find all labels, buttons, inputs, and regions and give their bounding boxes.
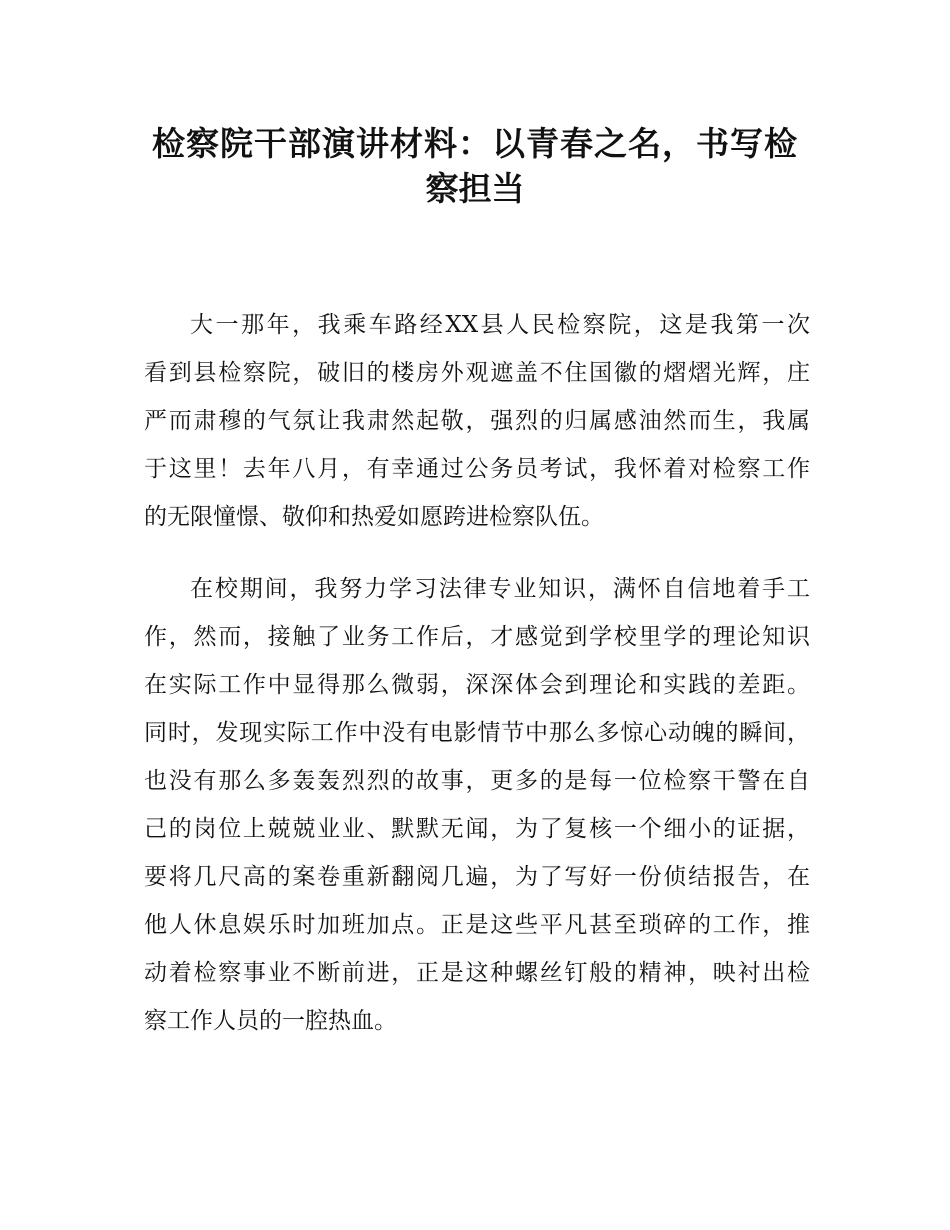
paragraph-2-line: 察工作人员的一腔热血。 <box>144 1008 397 1034</box>
paragraph-2-line: 他人休息娱乐时加班加点。正是这些平凡甚至琐碎的工作，推 <box>144 912 810 938</box>
paragraph-1-line: 看到县检察院，破旧的楼房外观遮盖不住国徽的熠熠光辉，庄 <box>144 360 810 386</box>
paragraph-1-line: 于这里！去年八月，有幸通过公务员考试，我怀着对检察工作 <box>144 456 810 482</box>
paragraph-1-line: 大一那年，我乘车路经XX县人民检察院，这是我第一次 <box>190 312 810 338</box>
document-title-line-2: 察担当 <box>425 169 525 208</box>
paragraph-2-line: 要将几尺高的案卷重新翻阅几遍，为了写好一份侦结报告，在 <box>144 864 810 890</box>
document-title-line-1: 检察院干部演讲材料：以青春之名，书写检 <box>152 124 798 163</box>
paragraph-1-line: 严而肃穆的气氛让我肃然起敬，强烈的归属感油然而生，我属 <box>144 408 810 434</box>
paragraph-2-line: 己的岗位上兢兢业业、默默无闻，为了复核一个细小的证据， <box>144 816 810 842</box>
paragraph-2-line: 在实际工作中显得那么微弱，深深体会到理论和实践的差距。 <box>144 672 810 698</box>
paragraph-1-line: 的无限憧憬、敬仰和热爱如愿跨进检察队伍。 <box>144 504 604 530</box>
paragraph-2-line: 在校期间，我努力学习法律专业知识，满怀自信地着手工 <box>190 576 810 602</box>
paragraph-2-line: 作，然而，接触了业务工作后，才感觉到学校里学的理论知识 <box>144 624 810 650</box>
paragraph-2-line: 动着检察事业不断前进，正是这种螺丝钉般的精神，映衬出检 <box>144 960 810 986</box>
paragraph-2-line: 也没有那么多轰轰烈烈的故事，更多的是每一位检察干警在自 <box>144 768 810 794</box>
paragraph-2-line: 同时，发现实际工作中没有电影情节中那么多惊心动魄的瞬间， <box>144 720 810 746</box>
